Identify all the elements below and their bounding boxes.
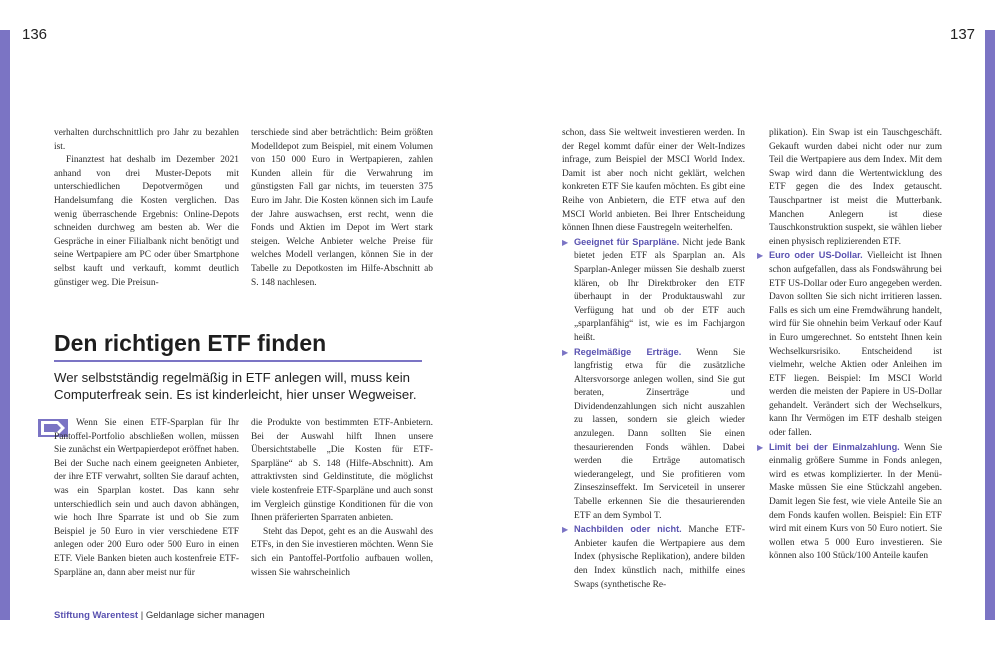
- list-item: [757, 249, 942, 440]
- list-item: [562, 523, 745, 592]
- footer-brand: Stiftung Warentest: [54, 610, 139, 621]
- left-bottom-column-1: [54, 417, 239, 580]
- paragraph: Finanztest hat deshalb im Dezember 2021 anhand von drei Muster-Depots mit unterschiedlichen Depotvermögen und Handelsumfang die Kosten verglichen. Das wenig überraschende Ergebnis: Online-Depots schneiden durchweg am besten ab. Wer die Gespräche in einer Filialbank nicht benötigt und seine Wertpapiere am PC oder über Smartphone selbst kauft und verkauft, kommt deutlich günstiger weg. Die Preisun-: [54, 155, 239, 288]
- section-lead: Wer selbstständig regelmäßig in ETF anlegen will, muss kein Computerfreak sein. Es ist kinderleicht, hier unser Wegweiser.: [54, 370, 417, 402]
- bullet-keyword: Euro oder US-Dollar.: [769, 250, 863, 261]
- paragraph: plikation). Ein Swap ist ein Tauschgeschäft. Gekauft wurden dabei nicht oder nur zum Teil die Wertpapiere aus dem Index. Mit dem Swap wird dann die Wertentwicklung des ETF gegen die des Index getauscht. Tauschpartner ist meist die Mutterbank. Manchen Anlegern ist diese Tauschkonstruktion suspekt, sie wählen lieber einen physisch replizierenden ETF.: [769, 128, 942, 247]
- left-top-column-1: [54, 127, 239, 290]
- paragraph: terschiede sind aber beträchtlich: Beim größten Modelldepot zum Beispiel, mit einem Volumen von 150 000 Euro in Wertpapieren, zahlen Kunden allein für die Verwahrung im günstigsten Fall gar nichts, im teuersten 375 Euro im Jahr. Die Kosten können sich im Laufe der Jahre auswachsen, erst recht, wenn die Fonds und Aktien im Depot im Wert stark steigen. Welche Anbieter welche Preise für welches Modell verlangen, können Sie in der Tabelle zu Depotkosten im Hilfe-Abschnitt ab S. 148 nachlesen.: [251, 128, 433, 288]
- triangle-right-icon: ▶: [562, 237, 569, 247]
- paragraph: verhalten durchschnittlich pro Jahr zu bezahlen ist.: [54, 128, 239, 152]
- bullet-keyword: Nachbilden oder nicht.: [574, 524, 682, 535]
- paragraph: die Produkte von bestimmten ETF-Anbietern. Bei der Auswahl hilft Ihnen unsere Übersichtstabelle „Die Kosten für ETF-Sparpläne“ ab S. 148 (Hilfe-Abschnitt). Am attraktivsten sind Geldinstitute, die möglichst viele kostenfreie ETF-Sparpläne und auch sonst im Vergleich günstige Konditionen für die von Ihnen präferierten Sparraten anbieten.: [251, 418, 433, 524]
- left-edge-bar: [0, 30, 10, 620]
- bullet-text: Wenn Sie einmalig größere Summe in Fonds anlegen, wird es etwas komplizierter. In der Menü-Maske müssen Sie eine Stückzahl angeben. Damit legen Sie fest, wie viele Anteile Sie an dem Fonds kaufen wollen. Beispiel: Ein ETF wird mit einem Kurs von 50 Euro notiert. Sie wollen etwa 5 000 Euro investieren. Sie können also 100 Stück/100 Anteile kaufen: [769, 442, 942, 562]
- bullet-text: Wenn Sie langfristig etwa für die zusätzliche Altersvorsorge anlegen wollen, sind Sie gut beraten, Zinserträge und Dividendenzahlungen sich nicht auszahlen zu lassen, sondern sie gleich wieder anzulegen. Dann sollten Sie einen thesaurierenden Fonds wählen. Dabei werden die Erträge automatisch wiederangelegt, und Sie profitieren vom Zinseszinseffekt. Im Serviceteil in unserer Tabelle erkennen Sie die thesaurierenden ETF an dem Symbol T.: [574, 347, 745, 521]
- paragraph: Steht das Depot, geht es an die Auswahl des ETFs, in den Sie investieren möchten. Wenn Sie sich ein Pantoffel-Portfolio aufbauen wollen, wissen Sie wahrscheinlich: [251, 526, 433, 578]
- footer-separator: |: [140, 610, 144, 621]
- left-top-column-2: [251, 127, 433, 290]
- tips-list: [562, 236, 745, 592]
- triangle-right-icon: ▶: [757, 442, 764, 452]
- list-item: [562, 236, 745, 346]
- left-bottom-column-2: [251, 417, 433, 580]
- bullet-keyword: Regelmäßige Erträge.: [574, 346, 682, 357]
- triangle-right-icon: ▶: [562, 347, 569, 357]
- bullet-keyword: Geeignet für Sparpläne.: [574, 236, 680, 247]
- page-footer: [54, 610, 265, 621]
- bullet-text: Nicht jede Bank bietet jeden ETF als Sparplan an. Als Sparplan-Anleger müssen Sie deshalb zuerst klären, ob Ihr Direktbroker den ETF überhaupt in der Produktauswahl zur Verfügung hat und ob der ETF auch „sparplanfähig“ ist, wie es im Fachjargon heißt.: [574, 237, 746, 343]
- bullet-keyword: Limit bei der Einmalzahlung.: [769, 441, 900, 452]
- right-edge-bar: [985, 30, 995, 620]
- paragraph: schon, dass Sie weltweit investieren werden. In der Regel kommt dafür einer der Welt-Indizes infrage, zum Beispiel der MSCI World Index. Damit ist aber noch nicht geklärt, welchen konkreten ETF Sie kaufen möchten. Es gibt eine Reihe von Anbietern, die ETF etwa auf den MSCI World anbieten. Bei Ihrer Entscheidung können Ihnen diese Faustregeln weiterhelfen.: [562, 128, 745, 234]
- footer-title: Geldanlage sicher managen: [145, 610, 265, 621]
- list-item: [562, 346, 745, 524]
- heading-rule: [54, 360, 422, 362]
- tips-list: [757, 249, 942, 564]
- right-column-1: [562, 127, 745, 592]
- bullet-text: Vielleicht ist Ihnen schon aufgefallen, dass als Fondswährung bei ETF US-Dollar oder Euro angegeben werden. Davon sollten Sie sich nicht irritieren lassen. Falls es sich um eine Fremdwährung handelt, wird für Sie ohnehin beim Verkauf oder Kauf in Euro umgerechnet. So entsteht Ihnen kein Wechselkursrisiko. Entscheidend ist vielmehr, welche Aktien oder Anleihen im ETF liegen. Beispiel: Im MSCI World werden die meisten der Papiere in US-Dollar gehandelt. Verändert sich der Wechselkurs, kann Ihr Vermögen im ETF deshalb steigen oder fallen.: [769, 251, 942, 439]
- bullet-text: Manche ETF-Anbieter kaufen die Wertpapiere aus dem Index (physische Replikation), andere bilden den Index künstlich nach, mithilfe eines Swaps (synthetische Re-: [574, 525, 746, 590]
- page-number-right: 137: [950, 26, 976, 43]
- right-column-2: [757, 127, 942, 564]
- list-item: [757, 441, 942, 564]
- page-number-left: 136: [22, 26, 48, 43]
- triangle-right-icon: ▶: [562, 525, 569, 535]
- triangle-right-icon: ▶: [757, 251, 764, 261]
- section-heading: Den richtigen ETF finden: [54, 330, 327, 356]
- paragraph: Wenn Sie einen ETF-Sparplan für Ihr Pantoffel-Portfolio abschließen wollen, müssen Sie zunächst ein Wertpapierdepot eröffnet haben. Bei der Suche nach einem geeigneten Anbieter, der ihre ETF verwahrt, sollten Sie darauf achten, was ein Sparplan kostet. Das kann sehr unterschiedlich sein und auch davon abhängen, wie hoch Ihre Sparrate ist und ob Sie zum Beispiel je 50 Euro in vier verschiedene ETF anlegen oder 200 Euro oder 500 Euro in einen ETF. Viele Banken bieten auch kostenfreie ETF-Sparpläne an, dann aber meist nur für: [54, 418, 239, 578]
